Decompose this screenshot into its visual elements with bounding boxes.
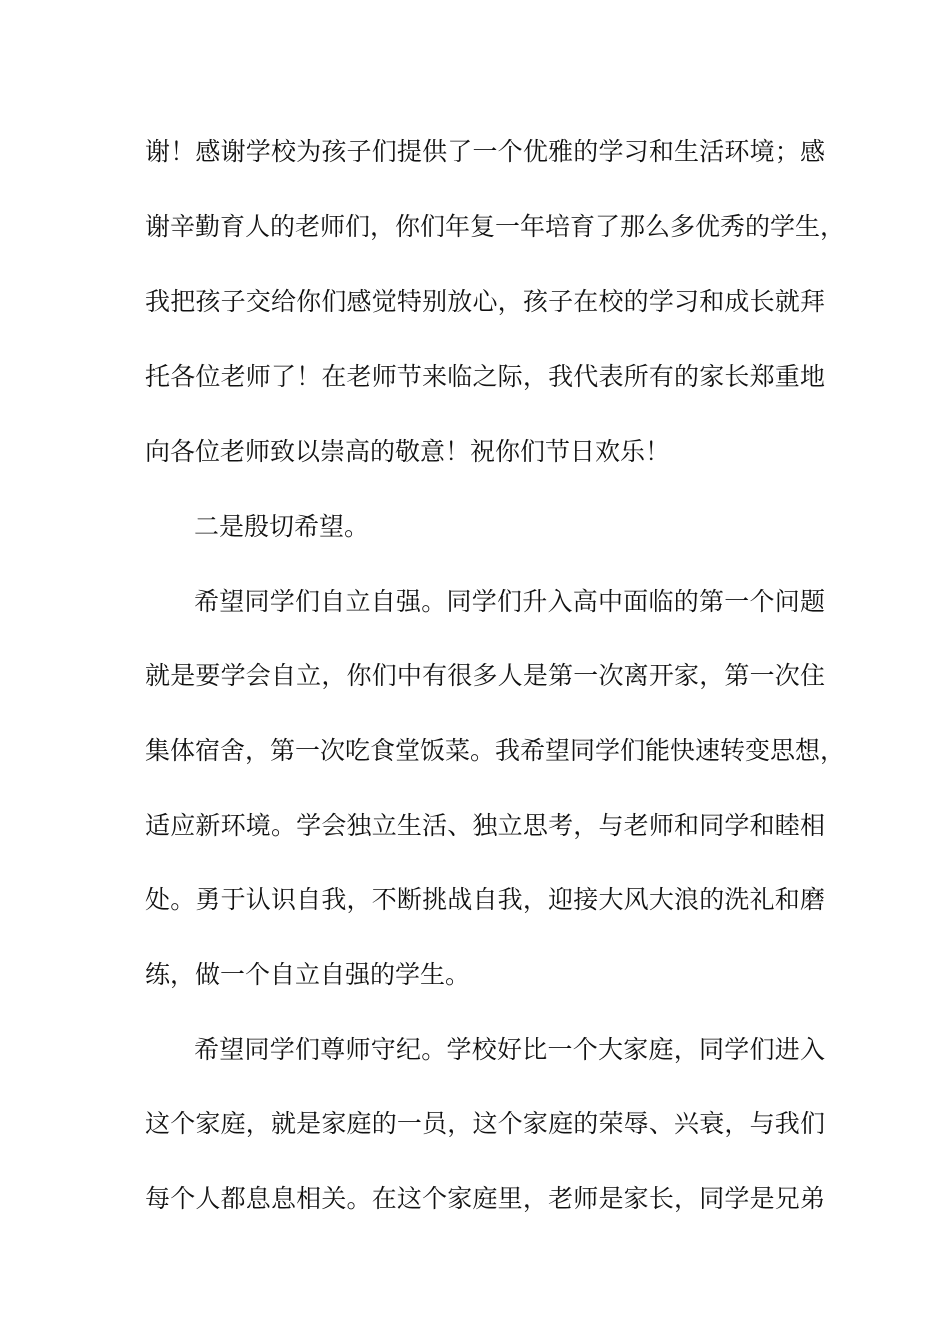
text-line: 每个人都息息相关。在这个家庭里，老师是家长，同学是兄弟 — [145, 1184, 825, 1213]
text-line: 谢辛勤育人的老师们，你们年复一年培育了那么多优秀的学生， — [145, 212, 846, 241]
text-line: 托各位老师了！在老师节来临之际，我代表所有的家长郑重地 — [145, 362, 825, 391]
text-line: 适应新环境。学会独立生活、独立思考，与老师和同学和睦相 — [145, 811, 825, 840]
text-line: 处。勇于认识自我，不断挑战自我，迎接大风大浪的洗礼和磨 — [145, 885, 825, 914]
text-line: 我把孩子交给你们感觉特别放心，孩子在校的学习和成长就拜 — [145, 287, 825, 316]
text-line: 希望同学们自立自强。同学们升入高中面临的第一个问题 — [194, 587, 825, 616]
text-line: 这个家庭，就是家庭的一员，这个家庭的荣辱、兴衰，与我们 — [145, 1109, 825, 1138]
text-line: 练，做一个自立自强的学生。 — [145, 960, 471, 989]
text-line: 集体宿舍，第一次吃食堂饭菜。我希望同学们能快速转变思想， — [145, 736, 846, 765]
text-line: 谢！感谢学校为孩子们提供了一个优雅的学习和生活环境；感 — [145, 137, 825, 166]
text-line: 希望同学们尊师守纪。学校好比一个大家庭，同学们进入 — [194, 1035, 825, 1064]
section-heading: 二是殷切希望。 — [194, 512, 370, 541]
text-line: 向各位老师致以崇高的敬意！祝你们节日欢乐！ — [145, 437, 671, 466]
text-line: 就是要学会自立，你们中有很多人是第一次离开家，第一次住 — [145, 661, 825, 690]
